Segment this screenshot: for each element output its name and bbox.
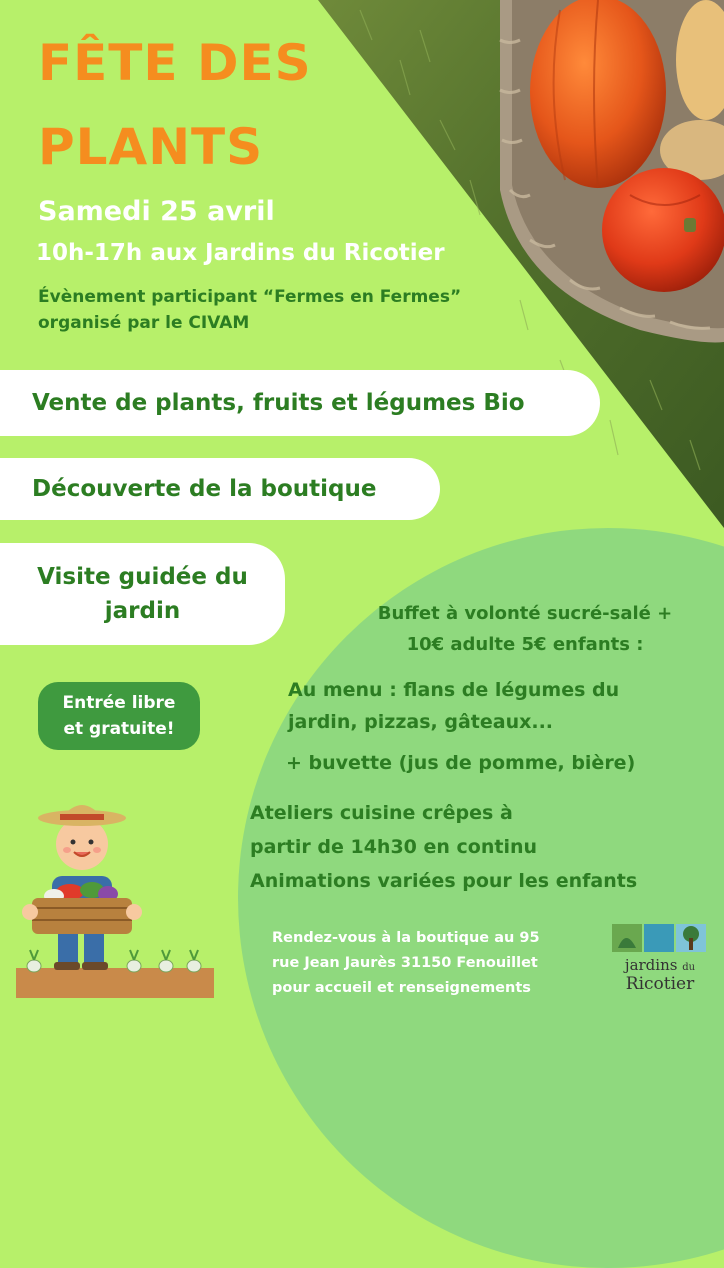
farmer-illustration bbox=[10, 790, 220, 1010]
activity-shop-pill: Découverte de la boutique bbox=[0, 458, 440, 520]
rendezvous-info bbox=[272, 926, 612, 1001]
activity-sale-pill: Vente de plants, fruits et légumes Bio bbox=[0, 370, 600, 436]
logo-word-jardins: jardins bbox=[624, 956, 678, 974]
free-entry-line-2: et gratuite! bbox=[63, 719, 175, 739]
buffet-info bbox=[330, 598, 720, 660]
free-entry-line-1: Entrée libre bbox=[62, 693, 176, 713]
buffet-line-1: Buffet à volonté sucré-salé + bbox=[377, 603, 673, 624]
ateliers-info bbox=[250, 796, 670, 864]
event-date: Samedi 25 avril bbox=[38, 196, 275, 227]
rendezvous-line-3: pour accueil et renseignements bbox=[272, 980, 531, 996]
logo-word-ricotier: Ricotier bbox=[625, 974, 695, 994]
title-line-2: PLANTS bbox=[38, 118, 264, 176]
free-entry-badge bbox=[38, 682, 200, 750]
logo-icon bbox=[608, 918, 712, 958]
menu-line-1: Au menu : flans de légumes du bbox=[288, 679, 620, 701]
event-hours: 10h-17h aux Jardins du Ricotier bbox=[36, 240, 445, 266]
rendezvous-line-1: Rendez-vous à la boutique au 95 bbox=[272, 930, 540, 946]
logo-word-du: du bbox=[682, 962, 696, 973]
title-line-1: FÊTE DES bbox=[38, 34, 312, 92]
activity-visit-pill bbox=[0, 543, 285, 645]
buffet-line-2: 10€ adulte 5€ enfants : bbox=[406, 634, 644, 655]
event-organizer bbox=[38, 284, 461, 336]
visit-line-1: Visite guidée du bbox=[37, 564, 248, 590]
menu-line-2: jardin, pizzas, gâteaux... bbox=[288, 711, 554, 733]
menu-info bbox=[288, 674, 708, 738]
animations-info: Animations variées pour les enfants bbox=[250, 870, 638, 892]
rendezvous-line-2: rue Jean Jaurès 31150 Fenouillet bbox=[272, 955, 538, 971]
ateliers-line-1: Ateliers cuisine crêpes à bbox=[250, 802, 513, 824]
ateliers-line-2: partir de 14h30 en continu bbox=[250, 836, 538, 858]
buvette-info: + buvette (jus de pomme, bière) bbox=[286, 752, 636, 774]
event-line-1: Évènement participant “Fermes en Fermes” bbox=[38, 287, 462, 307]
jardins-du-ricotier-logo bbox=[608, 918, 712, 1002]
event-line-2: organisé par le CIVAM bbox=[38, 313, 250, 333]
visit-line-2: jardin bbox=[104, 598, 181, 624]
